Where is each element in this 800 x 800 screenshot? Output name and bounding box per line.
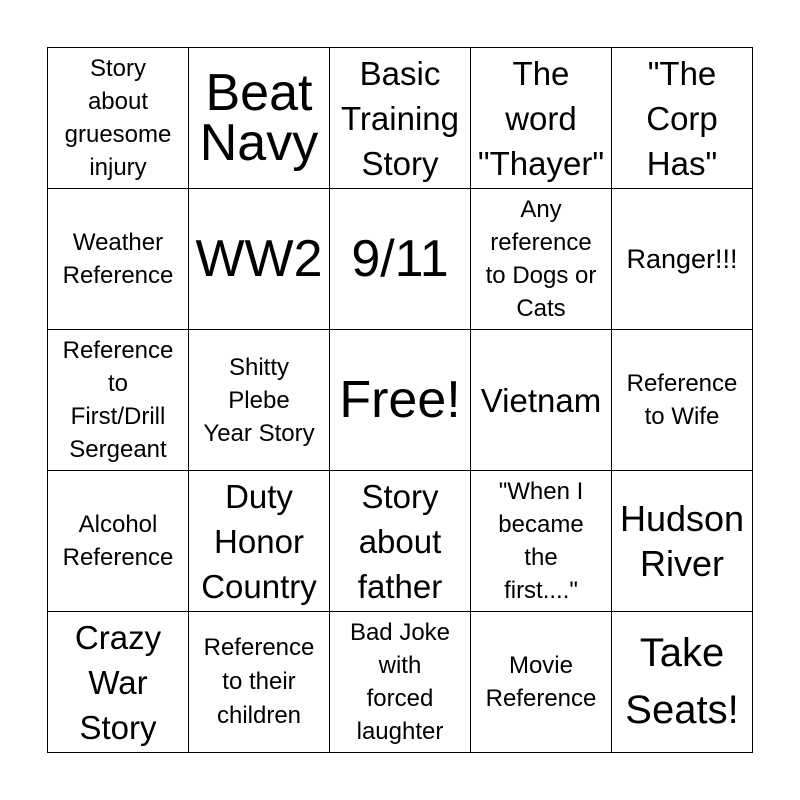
cell-label: WW2 <box>195 230 323 288</box>
cell-label: Reference to First/Drill Sergeant <box>62 337 174 463</box>
cell-label: Hudson River <box>619 498 745 584</box>
bingo-cell[interactable] <box>612 612 753 753</box>
cell-label: "The Corp Has" <box>646 54 718 182</box>
bingo-cell[interactable] <box>612 48 753 189</box>
cell-label: Free! <box>339 371 461 429</box>
cell-label: Reference to Wife <box>626 370 738 430</box>
cell-label: Crazy War Story <box>74 618 162 746</box>
bingo-cell[interactable] <box>471 471 612 612</box>
bingo-cell[interactable] <box>189 471 330 612</box>
cell-label: Shitty Plebe Year Story <box>203 353 315 447</box>
cell-label: 9/11 <box>351 230 449 288</box>
bingo-cell[interactable] <box>189 612 330 753</box>
cell-label: Take Seats! <box>625 631 739 732</box>
cell-label: Alcohol Reference <box>62 511 174 571</box>
bingo-cell[interactable] <box>471 330 612 471</box>
bingo-cell[interactable] <box>189 330 330 471</box>
cell-label: Ranger!!! <box>626 243 738 274</box>
cell-label: Beat Navy <box>199 64 319 172</box>
cell-label: Reference to their children <box>203 634 315 729</box>
bingo-cell[interactable] <box>612 330 753 471</box>
bingo-cell[interactable] <box>189 48 330 189</box>
bingo-cell[interactable] <box>48 189 189 330</box>
cell-label: Basic Training Story <box>341 54 459 182</box>
bingo-cell[interactable] <box>48 471 189 612</box>
bingo-cell[interactable] <box>48 330 189 471</box>
bingo-cell[interactable] <box>48 48 189 189</box>
free-space[interactable] <box>330 330 471 471</box>
cell-label: "When I became the first...." <box>498 478 584 604</box>
bingo-cell[interactable] <box>48 612 189 753</box>
bingo-board <box>47 47 753 753</box>
cell-label: The word "Thayer" <box>477 54 605 182</box>
bingo-cell[interactable] <box>471 48 612 189</box>
cell-label: Duty Honor Country <box>201 477 317 605</box>
cell-label: Story about father <box>357 477 443 605</box>
cell-label: Any reference to Dogs or Cats <box>485 196 597 322</box>
bingo-cell[interactable] <box>471 612 612 753</box>
bingo-cell[interactable] <box>471 189 612 330</box>
bingo-cell[interactable] <box>612 471 753 612</box>
bingo-cell[interactable] <box>330 612 471 753</box>
bingo-cell[interactable] <box>330 471 471 612</box>
bingo-cell[interactable] <box>330 48 471 189</box>
bingo-cell[interactable] <box>330 189 471 330</box>
bingo-cell[interactable] <box>189 189 330 330</box>
cell-label: Vietnam <box>480 381 602 419</box>
cell-label: Bad Joke with forced laughter <box>349 619 451 745</box>
cell-label: Weather Reference <box>62 229 174 289</box>
bingo-cell[interactable] <box>612 189 753 330</box>
cell-label: Story about gruesome injury <box>64 55 172 181</box>
cell-label: Movie Reference <box>485 652 597 712</box>
